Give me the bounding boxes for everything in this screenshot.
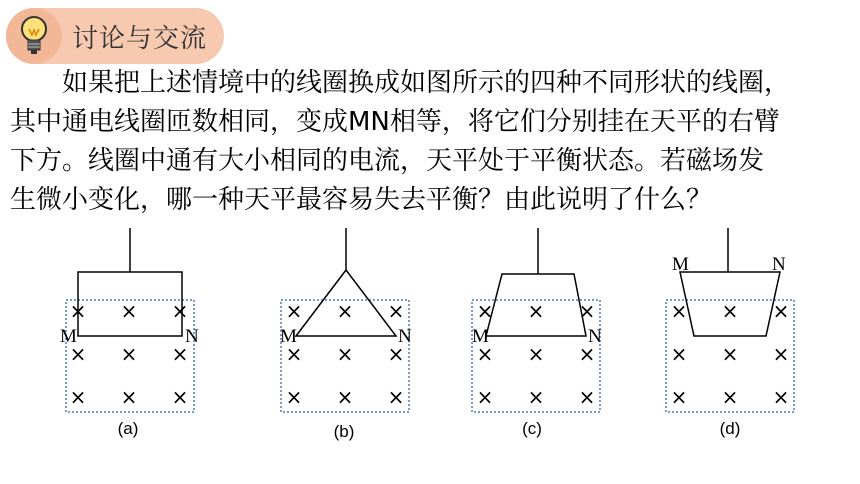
field-cross: ×: [476, 385, 494, 409]
figure-b: [280, 228, 412, 441]
header-title: 讨论与交流: [72, 24, 208, 54]
field-cross: ×: [578, 342, 596, 366]
field-symbols: [477, 299, 596, 409]
figure-c: [472, 228, 602, 438]
field-cross: ×: [387, 385, 405, 409]
field-cross: ×: [476, 342, 494, 366]
question-line: 其中通电线圈匝数相同，变成MN相等，将它们分别挂在天平的右臂: [10, 107, 780, 137]
label-m: M: [472, 326, 489, 347]
field-cross: ×: [772, 385, 790, 409]
field-symbols: [671, 299, 790, 409]
field-cross: ×: [670, 299, 688, 323]
field-cross: ×: [772, 342, 790, 366]
caption-d: (d): [719, 419, 741, 438]
field-cross: ×: [772, 299, 790, 323]
field-cross: ×: [476, 299, 494, 323]
label-m: M: [672, 254, 689, 275]
question-line: 如果把上述情境中的线圈换成如图所示的四种不同形状的线圈，: [10, 68, 791, 98]
field-cross: ×: [670, 385, 688, 409]
caption-a: (a): [117, 419, 139, 438]
field-cross: ×: [285, 342, 303, 366]
field-cross: ×: [527, 342, 545, 366]
caption-c: (c): [522, 419, 542, 438]
field-cross: ×: [336, 385, 354, 409]
question-line: 生微小变化，哪一种天平最容易失去平衡？由此说明了什么？: [10, 185, 713, 215]
field-cross: ×: [120, 299, 138, 323]
field-cross: ×: [336, 299, 354, 323]
field-cross: ×: [171, 342, 189, 366]
label-m: M: [280, 326, 297, 347]
label-n: N: [398, 326, 412, 347]
field-cross: ×: [527, 299, 545, 323]
label-n: N: [772, 254, 786, 275]
figure-a: [60, 228, 199, 438]
field-cross: ×: [721, 299, 739, 323]
field-cross: ×: [578, 299, 596, 323]
field-cross: ×: [721, 385, 739, 409]
field-cross: ×: [285, 299, 303, 323]
field-cross: ×: [69, 342, 87, 366]
label-m: M: [60, 326, 77, 347]
field-cross: ×: [171, 385, 189, 409]
field-cross: ×: [387, 342, 405, 366]
caption-b: (b): [333, 422, 355, 441]
question-line: 下方。线圈中通有大小相同的电流，天平处于平衡状态。若磁场发: [10, 146, 765, 176]
field-cross: ×: [387, 299, 405, 323]
field-cross: ×: [69, 299, 87, 323]
field-cross: ×: [578, 385, 596, 409]
label-n: N: [185, 326, 199, 347]
field-symbols: [70, 299, 189, 409]
field-cross: ×: [721, 342, 739, 366]
field-cross: ×: [285, 385, 303, 409]
field-cross: ×: [171, 299, 189, 323]
field-cross: ×: [120, 385, 138, 409]
field-cross: ×: [527, 385, 545, 409]
field-symbols: [286, 299, 405, 409]
field-cross: ×: [69, 385, 87, 409]
field-cross: ×: [670, 342, 688, 366]
field-cross: ×: [120, 342, 138, 366]
field-cross: ×: [336, 342, 354, 366]
figure-d: [666, 228, 794, 438]
label-n: N: [588, 326, 602, 347]
